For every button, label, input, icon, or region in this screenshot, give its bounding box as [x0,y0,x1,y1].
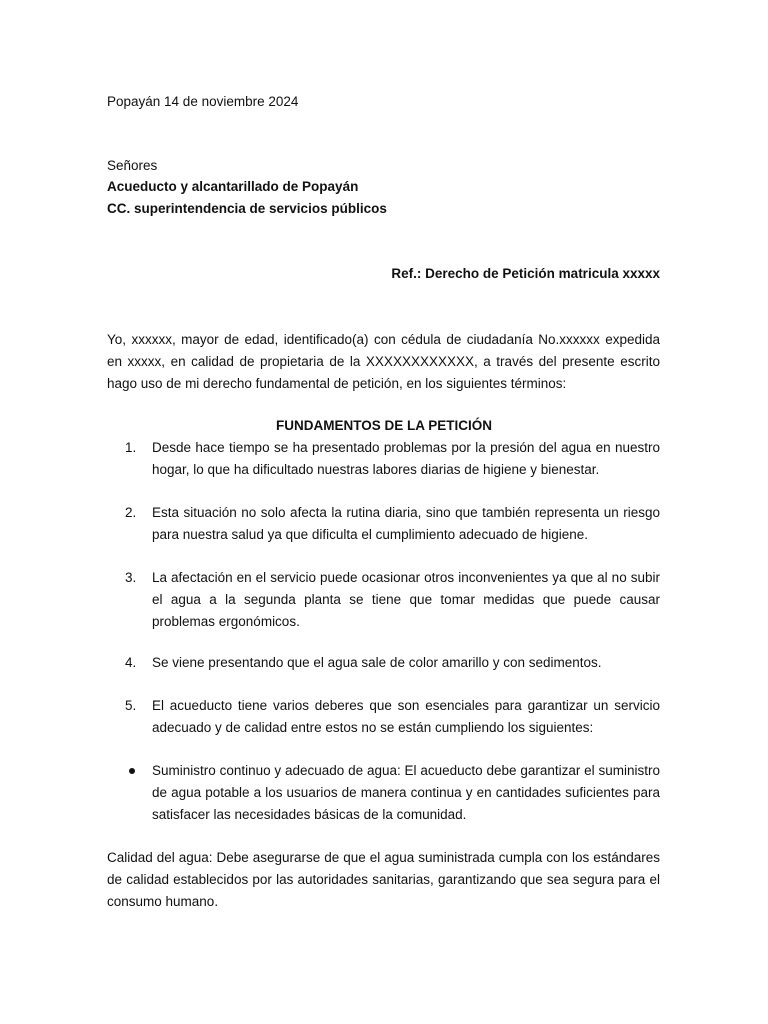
list-item-text: Esta situación no solo afecta la rutina diaria, sino que también representa un riesgo para nuestra salud ya que dificulta el cumplimiento adecuado de higiene. [152,505,660,542]
list-number: 4. [125,655,137,670]
closing-paragraph: Calidad del agua: Debe asegurarse de que el agua suministrada cumpla con los estándares de calidad establecidos por las autoridades sanitarias, garantizando que sea segura para el consumo humano. [107,850,660,909]
intro-paragraph: Yo, xxxxxx, mayor de edad, identificado(a) con cédula de ciudadanía No.xxxxxx expedida en xxxxx, en calidad de propietaria de la XXXXXXXXXXXX, a través del presente escrito hago uso de mi derecho fundamental de petición, en los siguientes términos: [107,332,660,391]
list-item-text: Desde hace tiempo se ha presentado problemas por la presión del agua en nuestro hogar, lo que ha dificultado nuestras labores diarias de higiene y bienestar. [152,440,660,477]
list-number: 5. [125,698,137,713]
recipient-primary: Acueducto y alcantarillado de Popayán [107,179,359,194]
list-item-text: El acueducto tiene varios deberes que son esenciales para garantizar un servicio adecuado y de calidad entre estos no se están cumpliendo los siguientes: [152,698,660,735]
date-line: Popayán 14 de noviembre 2024 [107,94,299,109]
list-number: 3. [125,570,137,585]
section-heading: FUNDAMENTOS DE LA PETICIÓN [275,418,492,433]
recipient-cc: CC. superintendencia de servicios públicos [107,201,387,216]
list-number: 2. [125,505,137,520]
salutation: Señores [107,158,158,173]
reference-line: Ref.: Derecho de Petición matricula xxxxx [391,266,660,281]
list-item-text: La afectación en el servicio puede ocasionar otros inconvenientes ya que al no subir el agua a la segunda planta se tiene que tomar medidas que puede causar problemas ergonómicos. [152,570,660,629]
bullet-icon [129,768,135,774]
list-number: 1. [125,440,137,455]
list-item-text: Se viene presentando que el agua sale de color amarillo y con sedimentos. [152,655,602,670]
bullet-item-text: Suministro continuo y adecuado de agua: El acueducto debe garantizar el suministro de agua potable a los usuarios de manera continua y en cantidades suficientes para satisfacer las necesidades básicas de la comunidad. [152,763,660,822]
